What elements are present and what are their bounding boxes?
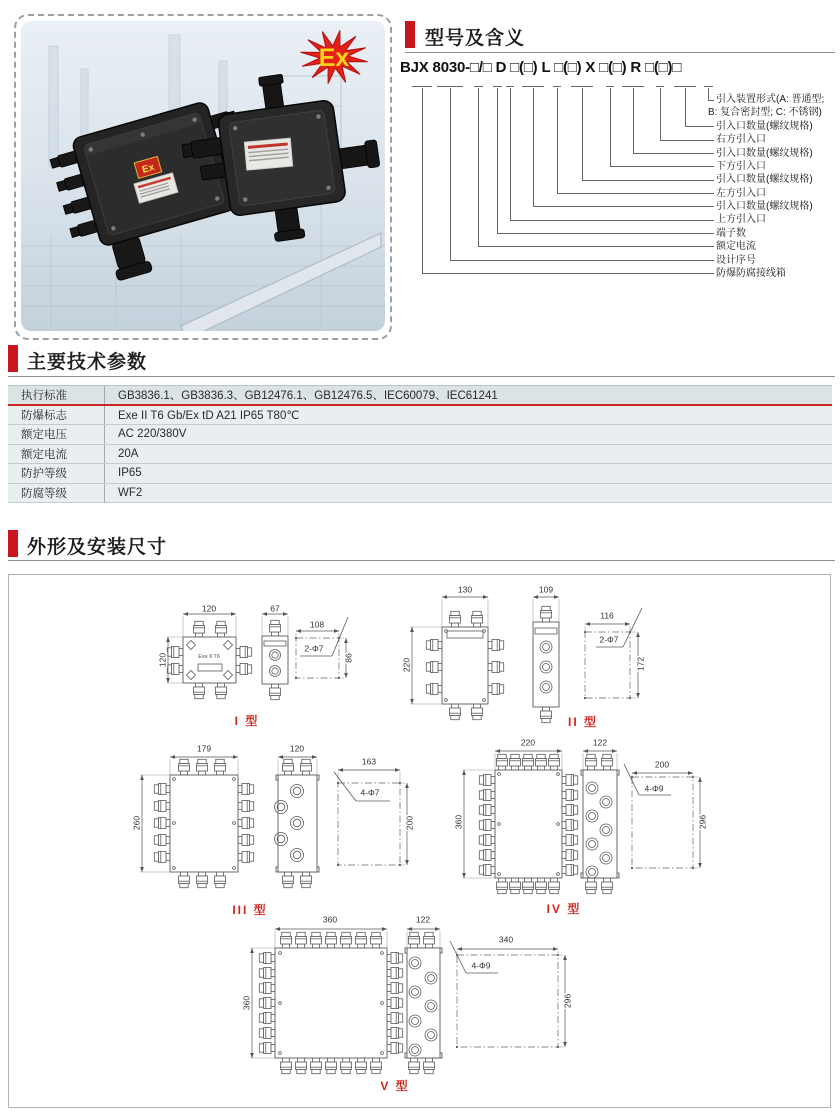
dimension-drawings (8, 575, 831, 1108)
param-name: 防护等级 (8, 464, 105, 483)
param-value: 20A (118, 447, 139, 460)
dims-section-title: 外形及安装尺寸 (27, 537, 168, 558)
type-label: V 型 (380, 1079, 410, 1093)
callout-tick (674, 86, 696, 87)
ex-star-text: Ex (318, 44, 350, 72)
front-width: 360 (322, 914, 338, 925)
callout-tick (474, 86, 483, 87)
callout-label: 引入口数量(螺纹规格) (716, 121, 813, 132)
mount-height: 200 (404, 815, 415, 831)
callout-tick (553, 86, 561, 87)
front-height: 260 (131, 815, 142, 831)
type-label: II 型 (567, 715, 599, 729)
mount-holes: 2-Φ7 (304, 643, 324, 654)
dims-section-rule (8, 560, 835, 561)
front-height: 120 (157, 652, 168, 668)
table-row (8, 386, 832, 406)
table-row (8, 445, 832, 465)
callout-label: 上方引入口 (716, 214, 766, 226)
mount-width: 163 (361, 756, 377, 767)
mount-height: 296 (697, 814, 708, 830)
front-width: 130 (457, 584, 473, 595)
mount-width: 116 (600, 610, 614, 621)
dims-section-bar (8, 530, 18, 557)
front-height: 220 (401, 657, 412, 673)
param-value: IP65 (118, 467, 142, 480)
mount-holes: 4-Φ9 (471, 960, 491, 971)
box-face-marking: Exe Ⅱ T6 (198, 654, 220, 660)
type-label: IV 型 (546, 902, 582, 916)
front-width: 220 (520, 737, 536, 748)
params-section-bar (8, 345, 18, 372)
drawing-IV型 (462, 751, 700, 894)
callout-tick (412, 86, 432, 87)
front-height: 360 (241, 995, 252, 1011)
drawing-I型 (166, 614, 348, 700)
param-name: 防腐等级 (8, 484, 105, 503)
mount-holes: 2-Φ7 (599, 634, 619, 645)
table-row (8, 464, 832, 484)
callout-label: 左方引入口 (716, 187, 766, 199)
side-width: 109 (538, 584, 554, 595)
param-name: 防爆标志 (8, 406, 105, 425)
callout-label: 设计序号 (716, 254, 756, 266)
callout-line (708, 88, 714, 101)
model-callout-diagram (0, 0, 840, 340)
mount-holes: 4-Φ7 (360, 787, 380, 798)
model-section-title: 型号及含义 (425, 28, 526, 49)
callout-label: 额定电流 (716, 241, 756, 253)
mount-width: 200 (654, 759, 670, 770)
drawing-III型 (140, 757, 407, 888)
callout-tick (506, 86, 514, 87)
mount-height: 172 (635, 656, 646, 672)
callout-label: 引入口数量(螺纹规格) (716, 174, 813, 186)
param-name: 额定电流 (8, 445, 105, 464)
param-name: 额定电压 (8, 425, 105, 444)
ex-sticker-text: Ex (140, 161, 156, 176)
type-label: I 型 (234, 714, 260, 728)
mount-height: 296 (562, 993, 573, 1009)
params-section-title: 主要技术参数 (27, 352, 148, 373)
mount-width: 340 (498, 934, 514, 945)
callout-label: 端子数 (716, 227, 746, 239)
callout-tick (704, 86, 713, 87)
side-width: 67 (270, 603, 280, 614)
callout-label: 下方引入口 (716, 161, 766, 173)
type-label: III 型 (232, 903, 268, 917)
parameters-table (8, 385, 832, 503)
table-row (8, 406, 832, 426)
callout-label: 引入口数量(螺纹规格) (716, 147, 813, 159)
callout-tick (656, 86, 664, 87)
front-height: 360 (453, 814, 464, 830)
drawing-II型 (410, 597, 642, 723)
callout-label: 引入装置形式(A: 普通型; (716, 94, 825, 105)
callout-label: 右方引入口 (716, 134, 766, 146)
side-width: 122 (415, 914, 431, 925)
callout-tick (437, 86, 463, 87)
callout-tick (522, 86, 544, 87)
table-row (8, 425, 832, 445)
params-section-rule (8, 376, 835, 377)
param-value: Exe II T6 Gb/Ex tD A21 IP65 T80℃ (118, 409, 300, 422)
front-width: 120 (201, 603, 217, 614)
param-value: GB3836.1、GB3836.3、GB12476.1、GB12476.5、IEC60079、IEC61241 (118, 389, 498, 402)
param-value: WF2 (118, 486, 143, 499)
side-width: 120 (289, 743, 305, 754)
param-value: AC 220/380V (118, 428, 187, 441)
table-row (8, 484, 832, 504)
callout-tick (571, 86, 593, 87)
callout-tick (622, 86, 644, 87)
callout-tick (493, 86, 502, 87)
drawing-V型 (250, 929, 565, 1074)
mount-holes: 4-Φ9 (644, 783, 664, 794)
mount-width: 108 (309, 619, 325, 630)
model-code: BJX 8030-□/□ D □(□) L □(□) X □(□) R □(□)□ (400, 59, 682, 76)
callout-label: B: 复合密封型; C: 不锈钢) (708, 107, 822, 119)
front-width: 179 (196, 743, 212, 754)
callout-tick (606, 86, 614, 87)
side-width: 122 (592, 737, 608, 748)
param-name: 执行标准 (8, 386, 105, 404)
callout-label: 防爆防腐接线箱 (716, 267, 786, 279)
mount-height: 86 (343, 653, 354, 663)
callout-label: 引入口数量(螺纹规格) (716, 201, 813, 213)
